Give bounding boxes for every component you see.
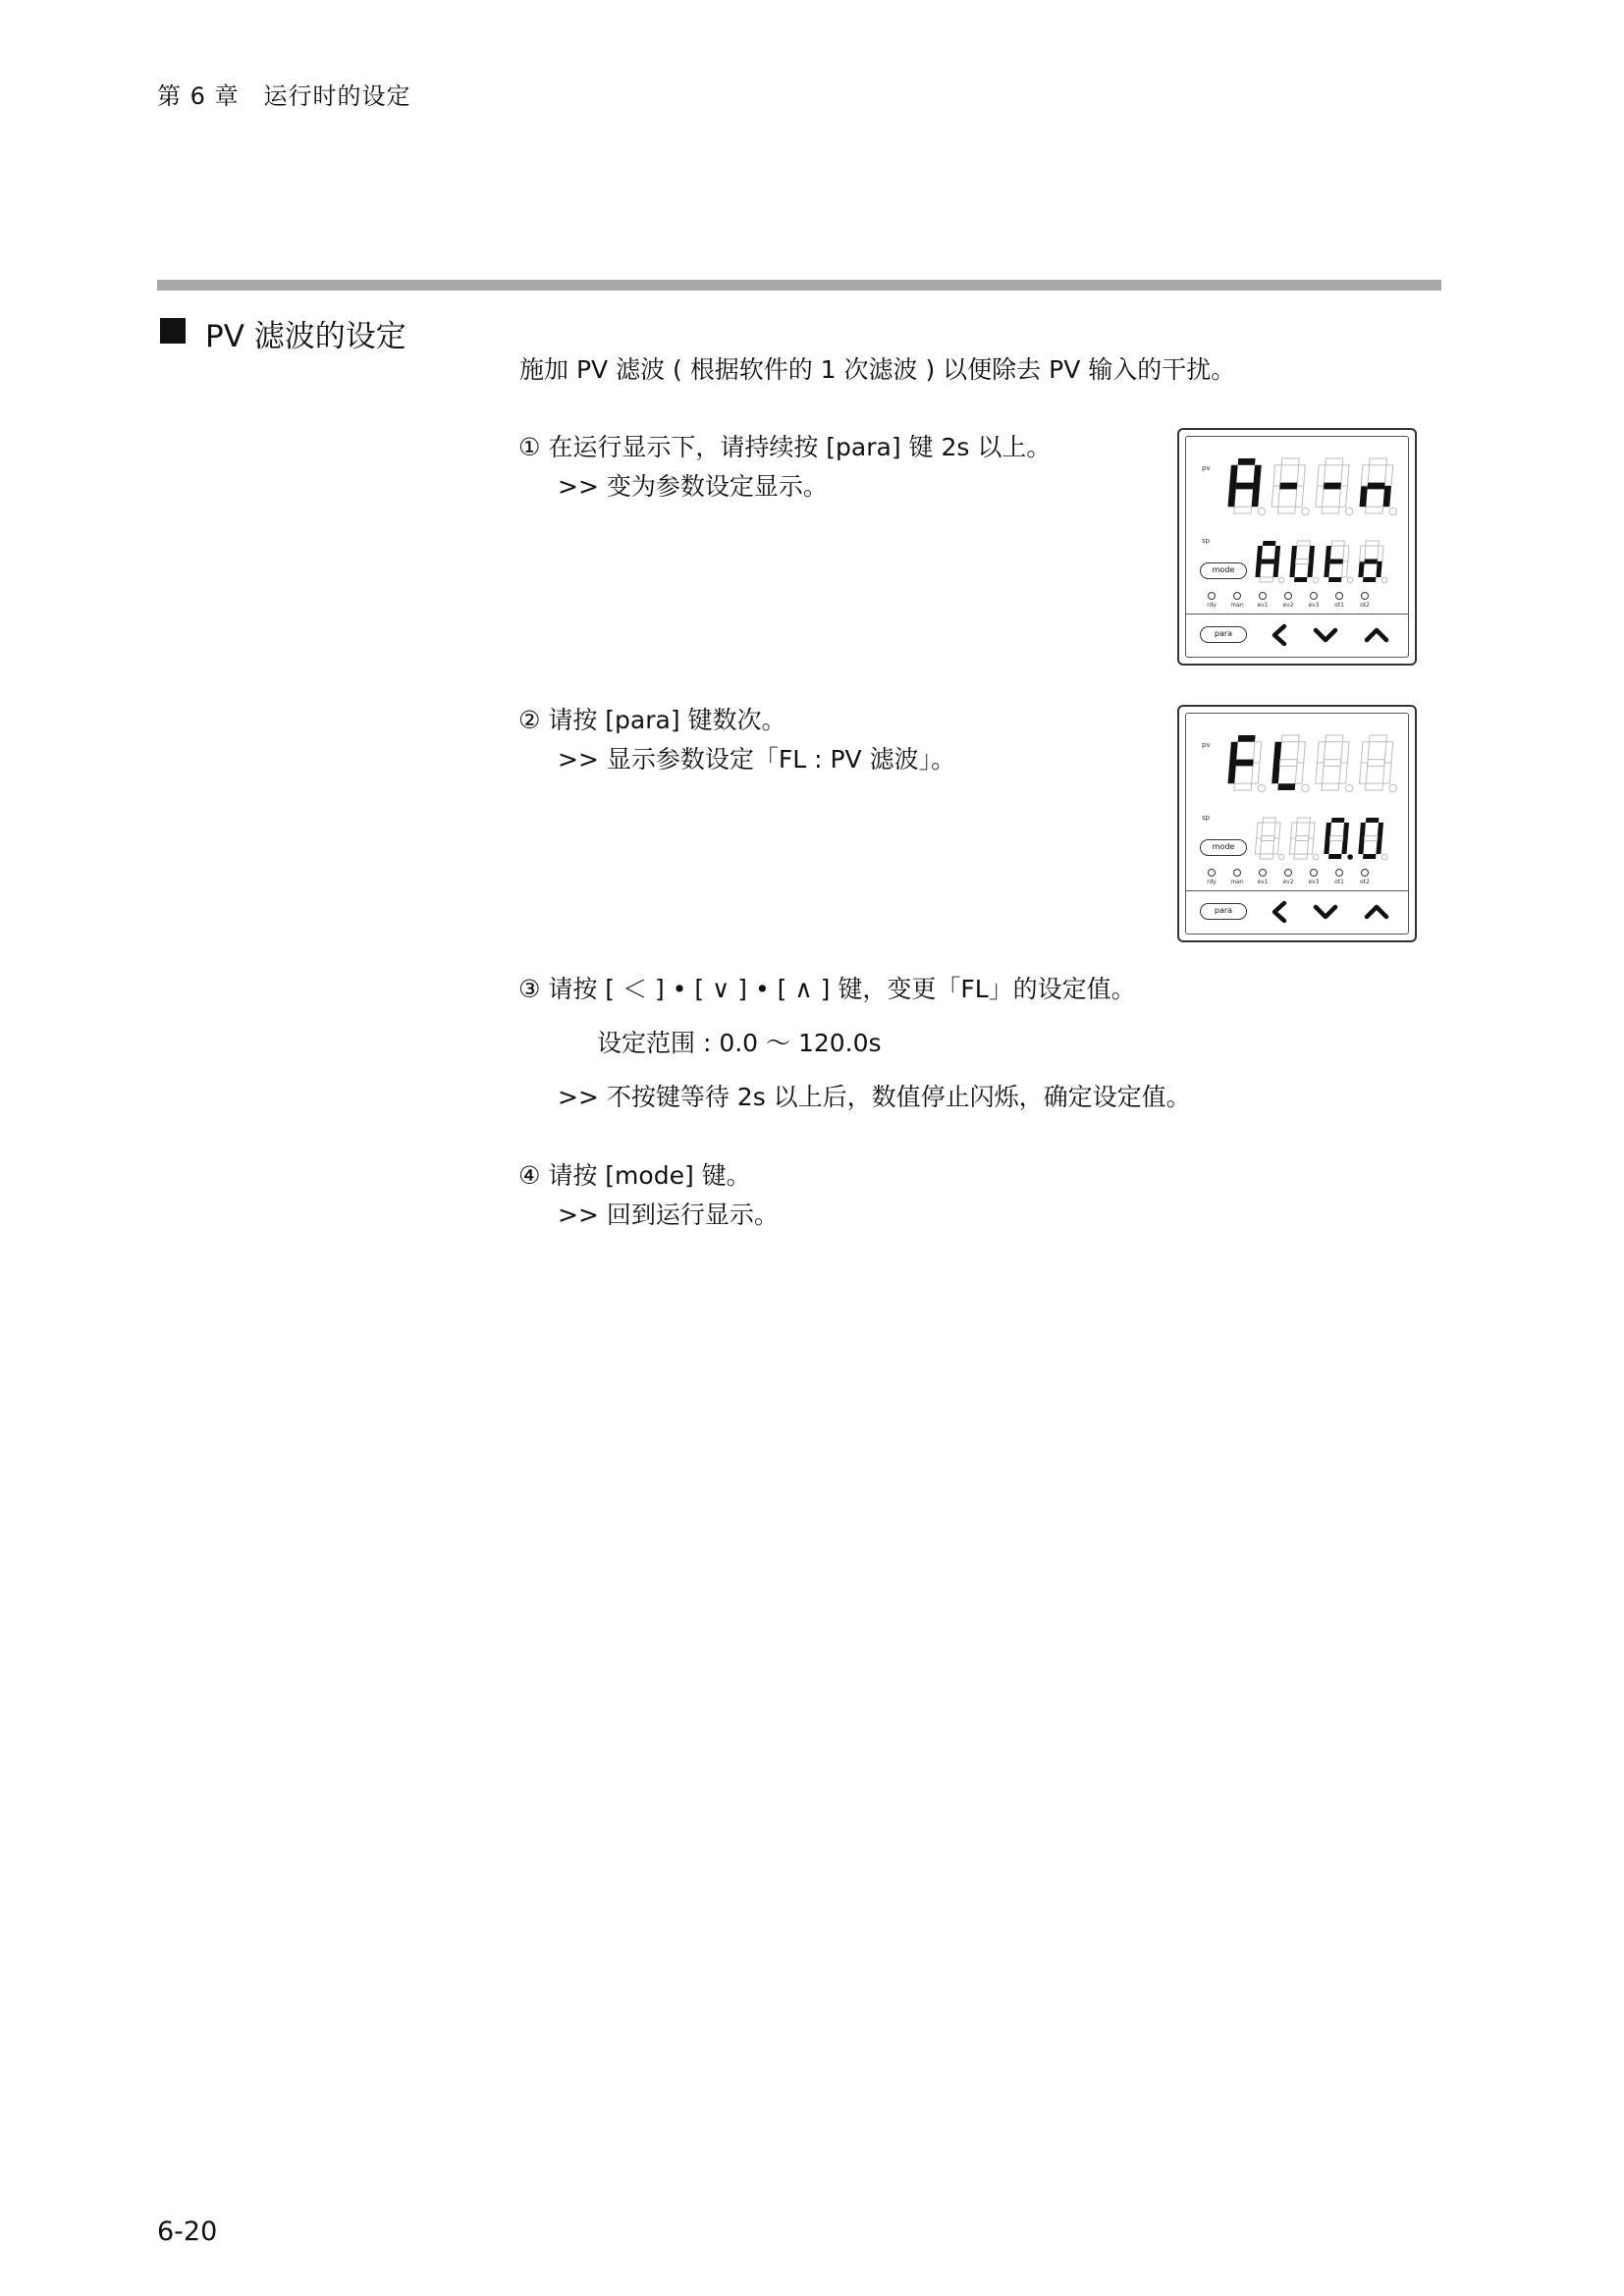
display-segment [1366, 783, 1383, 790]
display-decimal-point [1302, 784, 1309, 791]
display-segment [1294, 577, 1307, 582]
display-segment [1296, 836, 1309, 841]
display-segment [1309, 546, 1315, 561]
display-segment [1360, 486, 1368, 507]
display-segment [1326, 735, 1343, 742]
display-segment [1277, 783, 1295, 790]
para-button[interactable]: para [1200, 903, 1247, 920]
down-arrow-key-icon[interactable] [1312, 902, 1339, 922]
status-led-label: ev2 [1282, 879, 1294, 885]
section-divider [157, 280, 1441, 291]
down-arrow-key-icon[interactable] [1312, 625, 1339, 645]
display-segment [1297, 818, 1310, 823]
display-segment [1296, 560, 1309, 564]
step-4-text: ④ 请按 [mode] 键。 [518, 1161, 751, 1190]
display-segment [1365, 836, 1378, 841]
status-led-label: ot2 [1360, 879, 1370, 885]
display-segment [1279, 483, 1297, 490]
display-segment [1330, 836, 1343, 841]
display-segment [1294, 854, 1307, 859]
step-1-text: ① 在运行显示下，请持续按 [para] 键 2s 以上。 [518, 433, 1052, 461]
sp-display [1251, 537, 1400, 588]
controller-panel-1 [1177, 428, 1417, 666]
display-segment [1260, 854, 1273, 859]
display-segment [1360, 763, 1368, 783]
status-led-label: rdy [1207, 602, 1217, 609]
display-segment [1363, 577, 1376, 582]
section-bullet-square [160, 318, 186, 344]
up-arrow-key-icon[interactable] [1363, 625, 1390, 645]
display-segment [1378, 823, 1383, 838]
display-segment [1322, 507, 1339, 513]
pv-label: pv [1202, 741, 1211, 749]
display-segment [1366, 541, 1380, 546]
status-led-ot1 [1335, 592, 1343, 600]
display-segment [1328, 854, 1341, 859]
display-segment [1358, 838, 1364, 854]
display-segment [1274, 546, 1280, 561]
display-segment [1262, 560, 1274, 564]
display-segment [1260, 577, 1273, 582]
display-segment [1370, 735, 1387, 742]
left-arrow-key-icon[interactable] [1269, 900, 1290, 924]
display-segment [1343, 546, 1349, 561]
step-2-result: >> 显示参数设定「FL : PV 滤波」。 [558, 745, 956, 774]
status-led-rdy [1208, 869, 1216, 877]
display-segment [1384, 742, 1393, 763]
status-led-ot2 [1361, 869, 1369, 877]
step-1-result: >> 变为参数设定显示。 [558, 472, 828, 501]
display-segment [1384, 465, 1393, 486]
panel-divider [1186, 890, 1408, 891]
intro-text: 施加 PV 滤波 ( 根据软件的 1 次滤波 ) 以便除去 PV 输入的干扰。 [519, 355, 1236, 384]
display-decimal-point [1347, 854, 1353, 860]
display-segment [1331, 541, 1344, 546]
step-2-text: ② 请按 [para] 键数次。 [518, 706, 786, 734]
display-segment [1365, 560, 1378, 564]
display-segment [1263, 818, 1275, 823]
display-segment [1316, 763, 1324, 783]
step-3-result: >> 不按键等待 2s 以上后，数值停止闪烁，确定设定值。 [558, 1083, 1191, 1111]
status-led-label: man [1230, 602, 1244, 609]
display-decimal-point [1302, 507, 1309, 514]
sp-label: sp [1202, 537, 1211, 545]
display-segment [1297, 541, 1310, 546]
status-led-label: ot2 [1360, 602, 1370, 609]
status-led-ot2 [1361, 592, 1369, 600]
display-segment [1363, 854, 1376, 859]
display-segment [1368, 760, 1385, 767]
display-segment [1281, 458, 1299, 465]
display-segment [1255, 561, 1261, 577]
display-segment [1366, 507, 1383, 513]
mode-button[interactable]: mode [1200, 839, 1247, 856]
display-segment [1263, 541, 1275, 546]
display-segment [1274, 823, 1280, 838]
display-decimal-point [1278, 854, 1284, 860]
display-segment [1370, 458, 1387, 465]
display-decimal-point [1389, 507, 1396, 514]
display-segment [1262, 836, 1274, 841]
display-segment [1277, 507, 1295, 513]
status-led-label: ev1 [1257, 602, 1269, 609]
status-led-ev3 [1310, 592, 1318, 600]
display-decimal-point [1278, 577, 1284, 583]
display-segment [1234, 507, 1252, 513]
display-segment [1236, 483, 1254, 490]
display-segment [1316, 486, 1324, 507]
display-segment [1324, 561, 1329, 577]
display-segment [1324, 838, 1329, 854]
para-button[interactable]: para [1200, 626, 1247, 643]
left-arrow-key-icon[interactable] [1269, 623, 1290, 647]
display-segment [1236, 760, 1254, 767]
display-decimal-point [1345, 507, 1352, 514]
status-led-label: ot1 [1334, 879, 1344, 885]
mode-button[interactable]: mode [1200, 562, 1247, 579]
sp-label: sp [1202, 814, 1211, 822]
display-segment [1331, 818, 1344, 823]
display-decimal-point [1389, 784, 1396, 791]
status-led-ev2 [1284, 592, 1292, 600]
pv-display [1223, 731, 1400, 796]
display-segment [1238, 735, 1256, 742]
page-number: 6-20 [157, 2216, 218, 2247]
display-segment [1341, 742, 1349, 763]
status-led-label: ev1 [1257, 879, 1269, 885]
display-segment [1279, 760, 1297, 767]
display-segment [1366, 818, 1380, 823]
display-segment [1330, 560, 1343, 564]
step-3-range: 设定范围 : 0.0 ～ 120.0s [597, 1029, 882, 1057]
status-led-label: man [1230, 879, 1244, 885]
display-segment [1324, 483, 1341, 490]
display-segment [1297, 742, 1305, 763]
display-decimal-point [1313, 577, 1319, 583]
up-arrow-key-icon[interactable] [1363, 902, 1390, 922]
display-segment [1255, 838, 1261, 854]
chapter-header: 第 6 章 运行时的设定 [157, 82, 411, 110]
display-segment [1253, 465, 1261, 486]
display-decimal-point [1313, 854, 1319, 860]
display-segment [1281, 735, 1299, 742]
display-segment [1309, 823, 1315, 838]
section-title: PV 滤波的设定 [205, 319, 406, 354]
step-4-result: >> 回到运行显示。 [558, 1201, 779, 1229]
display-segment [1378, 546, 1383, 561]
status-led-ev2 [1284, 869, 1292, 877]
status-led-ev3 [1310, 869, 1318, 877]
display-segment [1368, 483, 1385, 490]
display-segment [1289, 838, 1295, 854]
display-segment [1272, 486, 1279, 507]
status-led-label: rdy [1207, 879, 1217, 885]
display-segment [1238, 458, 1256, 465]
status-led-label: ev3 [1308, 879, 1320, 885]
step-3-text: ③ 请按 [ ＜ ] • [ ∨ ] • [ ∧ ] 键，变更「FL」的设定值。 [518, 975, 1136, 1003]
display-segment [1289, 561, 1295, 577]
display-segment [1272, 763, 1279, 783]
display-decimal-point [1345, 784, 1352, 791]
status-led-man [1233, 592, 1241, 600]
display-segment [1322, 783, 1339, 790]
status-led-ot1 [1335, 869, 1343, 877]
display-segment [1324, 760, 1341, 767]
display-decimal-point [1258, 507, 1265, 514]
status-led-label: ot1 [1334, 602, 1344, 609]
display-decimal-point [1381, 577, 1387, 583]
display-segment [1358, 561, 1364, 577]
display-segment [1234, 783, 1252, 790]
display-segment [1341, 465, 1349, 486]
status-led-label: ev3 [1308, 602, 1320, 609]
display-segment [1228, 763, 1237, 783]
status-led-man [1233, 869, 1241, 877]
status-led-label: ev2 [1282, 602, 1294, 609]
display-decimal-point [1347, 577, 1353, 583]
display-decimal-point [1381, 854, 1387, 860]
status-led-rdy [1208, 592, 1216, 600]
pv-label: pv [1202, 464, 1211, 472]
status-led-ev1 [1259, 592, 1267, 600]
display-segment [1328, 577, 1341, 582]
pv-display [1223, 454, 1400, 519]
display-segment [1228, 486, 1237, 507]
status-led-ev1 [1259, 869, 1267, 877]
display-segment [1253, 742, 1261, 763]
display-segment [1297, 465, 1305, 486]
display-decimal-point [1258, 784, 1265, 791]
display-segment [1326, 458, 1343, 465]
sp-display [1251, 814, 1400, 865]
display-segment [1343, 823, 1349, 838]
controller-panel-2 [1177, 705, 1417, 942]
